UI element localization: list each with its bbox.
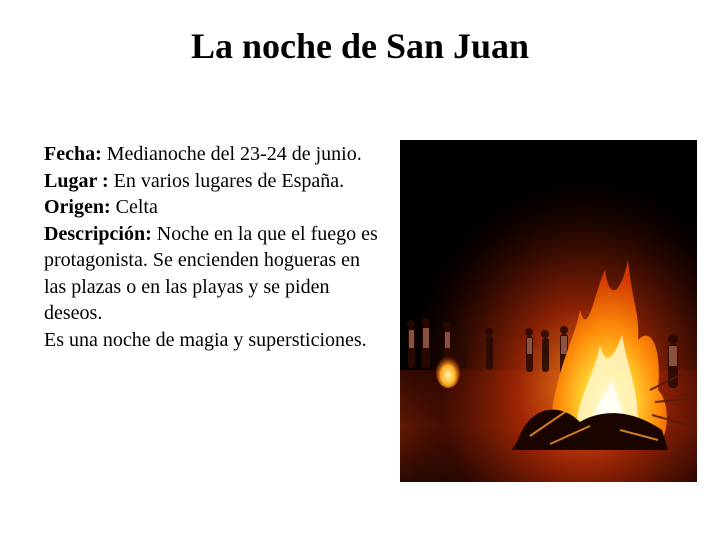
fecha-label: Fecha: <box>44 143 102 165</box>
lugar-line <box>44 168 384 195</box>
cierre-line: Es una noche de magia y supersticiones. <box>44 328 367 351</box>
descripcion-line <box>44 221 384 327</box>
lugar-value: En varios lugares de España. <box>113 169 345 192</box>
descripcion-value: Noche en la que el fuego es protagonista. Se encienden hogueras en las plazas o en las playas y se piden deseos. <box>44 222 378 324</box>
fecha-value: Medianoche del 23-24 de junio. <box>106 143 362 165</box>
origen-label: Origen: <box>44 196 111 218</box>
fecha-line <box>44 141 384 168</box>
bonfire-photo <box>400 140 697 482</box>
bonfire-image <box>400 140 697 482</box>
origen-line <box>44 194 384 221</box>
origen-value: Celta <box>115 196 158 218</box>
slide-body <box>44 141 384 353</box>
slide-title: La noche de San Juan <box>190 26 530 66</box>
lugar-label: Lugar : <box>44 169 109 192</box>
descripcion-label: Descripción: <box>44 222 152 245</box>
